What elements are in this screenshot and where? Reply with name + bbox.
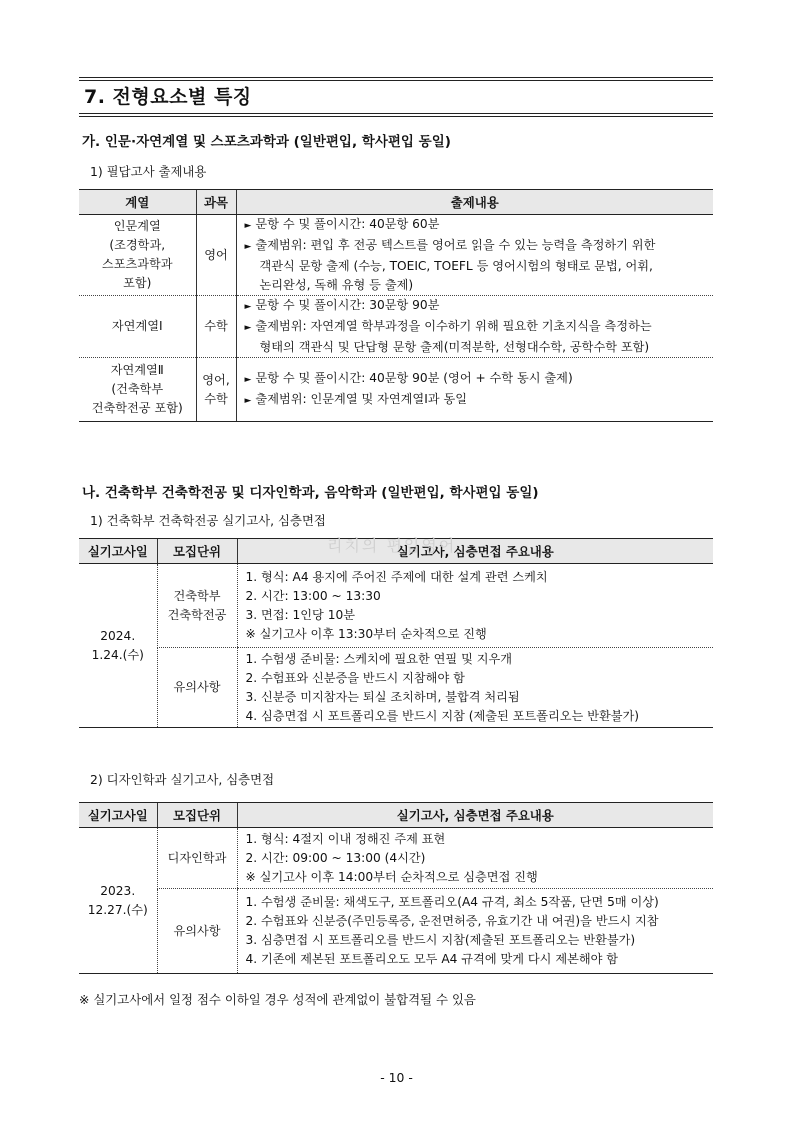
part-b-item-2: 2) 디자인학과 실기고사, 심층면접 xyxy=(90,772,275,787)
content-text: 문항 수 및 풀이시간: 40문항 90분 (영어 + 수학 동시 출제) xyxy=(255,370,573,385)
field-text: 포함) xyxy=(123,276,152,290)
table-row xyxy=(79,648,713,728)
bullet-icon: ► xyxy=(244,395,252,406)
page-number: - 10 - xyxy=(380,1070,413,1085)
content-bullet xyxy=(245,296,714,317)
content-line: 3. 신분증 미지참자는 퇴실 조치하며, 불합격 처리됨 xyxy=(245,689,520,704)
exam-date-text: 2024. xyxy=(100,628,136,643)
footnote: ※ 실기고사에서 일정 점수 이하일 경우 성적에 관계없이 불합격될 수 있음 xyxy=(79,992,476,1007)
content-bullet xyxy=(245,369,714,390)
subject-text: 수학 xyxy=(204,391,228,406)
content-bullet xyxy=(245,390,714,411)
content-text: 문항 수 및 풀이시간: 30문항 90분 xyxy=(255,298,440,312)
content-line: 1. 수험생 준비물: 채색도구, 포트폴리오(A4 규격, 최소 5작품, 단면 5매 이상) xyxy=(245,895,659,909)
part-b-heading: 나. 건축학부 건축학전공 및 디자인학과, 음악학과 (일반편입, 학사편입 동일) xyxy=(82,485,539,501)
title-rule-top-thin xyxy=(79,80,713,81)
exam-date-cell xyxy=(79,828,157,974)
subject-cell xyxy=(196,358,236,422)
part-b-item-1: 1) 건축학부 건축학전공 실기고사, 심층면접 xyxy=(90,513,326,528)
subject-cell xyxy=(196,296,236,358)
content-line: 1. 형식: A4 용지에 주어진 주제에 대한 설계 관련 스케치 xyxy=(245,569,548,584)
bullet-icon: ► xyxy=(244,323,252,333)
field-text: 인문계열 xyxy=(113,219,161,233)
content-continuation: 형태의 객관식 및 단답형 문항 출제(미적분학, 선형대수학, 공학수학 포함) xyxy=(259,340,650,354)
content-bullet xyxy=(245,215,714,236)
unit-cell xyxy=(157,889,237,974)
field-text: 건축학전공 포함) xyxy=(91,401,183,415)
field-cell xyxy=(79,215,196,296)
content-cell xyxy=(236,358,713,422)
field-cell xyxy=(79,358,196,422)
field-text: (건축학부 xyxy=(111,382,164,396)
content-line: 3. 면접: 1인당 10분 xyxy=(245,607,355,622)
header-unit: 모집단위 xyxy=(157,539,237,564)
content-line: 2. 수험표와 신분증(주민등록증, 운전면허증, 유효기간 내 여권)을 반드시 지참 xyxy=(245,914,659,928)
content-line: ※ 실기고사 이후 14:00부터 순차적으로 심층면접 진행 xyxy=(245,869,538,884)
main-content-cell xyxy=(237,889,713,974)
unit-text: 건축학부 xyxy=(173,588,221,603)
main-content-cell xyxy=(237,648,713,728)
table-row xyxy=(79,358,713,422)
unit-cell xyxy=(157,564,237,648)
content-text: 출제범위: 편입 후 전공 텍스트를 영어로 읽을 수 있는 능력을 측정하기 위한 xyxy=(255,238,656,252)
unit-cell xyxy=(157,648,237,728)
content-cell xyxy=(236,215,713,296)
table-row xyxy=(79,889,713,974)
part-a-heading: 가. 인문·자연계열 및 스포츠과학과 (일반편입, 학사편입 동일) xyxy=(82,134,451,150)
unit-text: 유의사항 xyxy=(173,923,221,938)
table-row xyxy=(79,296,713,358)
bullet-icon: ► xyxy=(244,221,252,231)
main-content-cell xyxy=(237,828,713,889)
subject-text: 수학 xyxy=(204,319,228,333)
architecture-exam-table xyxy=(79,538,713,728)
content-line: 3. 심층면접 시 포트폴리오를 반드시 지참(제출된 포트폴리오는 반환불가) xyxy=(245,933,636,947)
content-continuation: 논리완성, 독해 유형 등 출제) xyxy=(259,278,414,292)
content-line: 1. 수험생 준비물: 스케치에 필요한 연필 및 지우개 xyxy=(245,651,513,666)
header-exam-date: 실기고사일 xyxy=(79,539,157,564)
header-field: 계열 xyxy=(79,190,196,215)
header-subject: 과목 xyxy=(196,190,236,215)
table-row xyxy=(79,215,713,296)
header-content: 출제내용 xyxy=(236,190,713,215)
design-exam-table xyxy=(79,802,713,974)
exam-content-table xyxy=(79,189,713,422)
unit-text: 디자인학과 xyxy=(167,850,227,865)
content-bullet xyxy=(245,317,714,338)
header-main-content: 실기고사, 심층면접 주요내용 xyxy=(237,803,713,828)
exam-date-cell xyxy=(79,564,157,728)
content-text: 출제범위: 인문계열 및 자연계열Ⅰ과 동일 xyxy=(255,391,467,406)
content-line: 1. 형식: 4절지 이내 정해진 주제 표현 xyxy=(245,831,446,846)
part-a-item: 1) 필답고사 출제내용 xyxy=(90,164,207,179)
unit-cell xyxy=(157,828,237,889)
field-text: 스포츠과학과 xyxy=(101,257,173,271)
bullet-icon: ► xyxy=(244,242,252,252)
subject-cell xyxy=(196,215,236,296)
exam-date-text: 1.24.(수) xyxy=(91,647,144,662)
watermark: 리치의 편입영어 xyxy=(327,536,457,555)
content-line: 2. 수험표와 신분증을 반드시 지참해야 함 xyxy=(245,670,465,685)
bullet-icon: ► xyxy=(244,302,252,312)
field-text: 자연계열Ⅰ xyxy=(111,319,163,333)
unit-text: 건축학전공 xyxy=(167,607,227,622)
header-unit: 모집단위 xyxy=(157,803,237,828)
main-content-cell xyxy=(237,564,713,648)
content-text: 출제범위: 자연계열 학부과정을 이수하기 위해 필요한 기초지식을 측정하는 xyxy=(255,319,652,333)
content-line: ※ 실기고사 이후 13:30부터 순차적으로 진행 xyxy=(245,626,487,641)
field-text: (조경학과, xyxy=(109,238,166,252)
content-line: 4. 심층면접 시 포트폴리오를 반드시 지참 (제출된 포트폴리오는 반환불가) xyxy=(245,708,640,723)
field-cell xyxy=(79,296,196,358)
table-row xyxy=(79,828,713,889)
subject-text: 영어 xyxy=(204,247,228,262)
content-cell xyxy=(236,296,713,358)
header-exam-date: 실기고사일 xyxy=(79,803,157,828)
exam-date-text: 12.27.(수) xyxy=(87,902,148,917)
title-rule-bottom-thin xyxy=(79,113,713,114)
exam-date-text: 2023. xyxy=(100,883,136,898)
content-bullet xyxy=(245,236,714,257)
header-main-content: 실기고사, 심층면접 주요내용 xyxy=(237,539,713,564)
title-rule-top xyxy=(79,77,713,78)
content-line: 4. 기존에 제본된 포트폴리오도 모두 A4 규격에 맞게 다시 제본해야 함 xyxy=(245,952,619,966)
table-row xyxy=(79,564,713,648)
content-text: 문항 수 및 풀이시간: 40문항 60분 xyxy=(255,217,440,231)
title-rule-bottom xyxy=(79,116,713,117)
content-line: 2. 시간: 09:00 ~ 13:00 (4시간) xyxy=(245,850,426,865)
section-title: 7. 전형요소별 특징 xyxy=(84,86,252,108)
content-line: 2. 시간: 13:00 ~ 13:30 xyxy=(245,588,381,603)
field-text: 자연계열Ⅱ xyxy=(110,363,164,377)
bullet-icon: ► xyxy=(244,374,252,385)
subject-text: 영어, xyxy=(202,372,230,387)
unit-text: 유의사항 xyxy=(173,680,221,694)
content-continuation: 객관식 문항 출제 (수능, TOEIC, TOEFL 등 영어시험의 형태로 문법, 어휘, xyxy=(259,259,653,273)
